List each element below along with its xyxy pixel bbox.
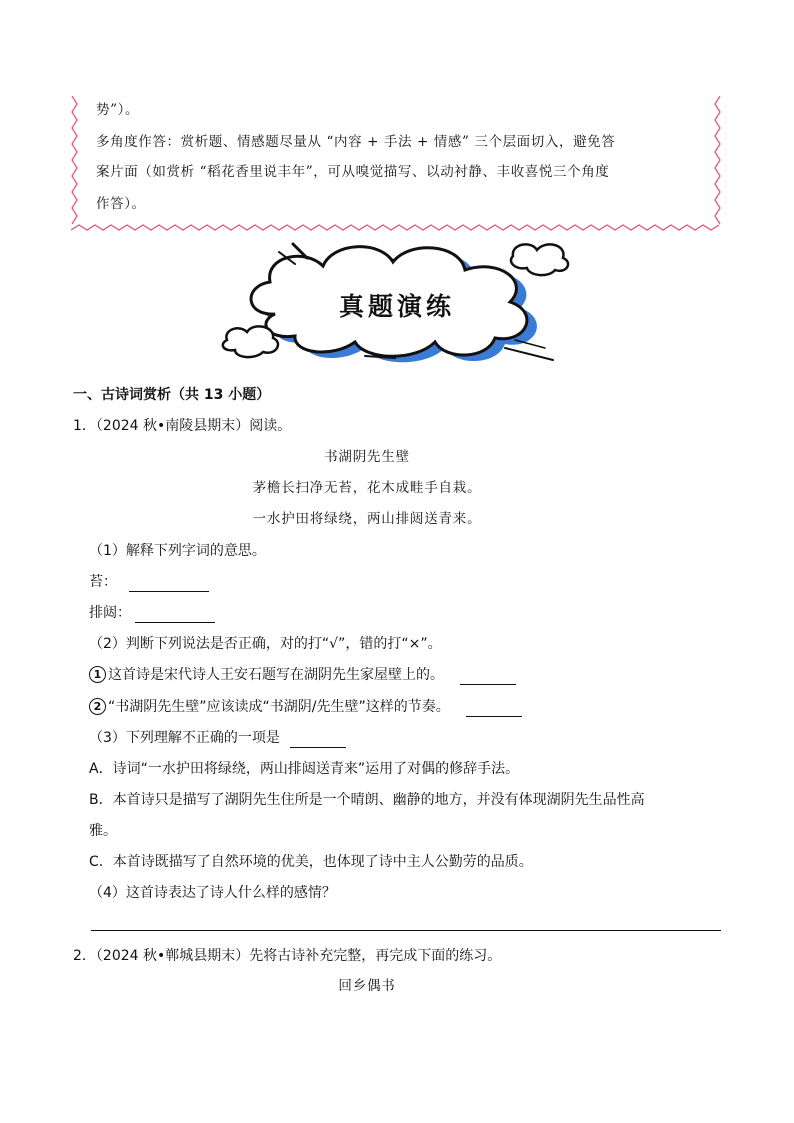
q1-sub-3: （3）下列理解不正确的一项是	[89, 730, 280, 746]
q1-word-2-row	[89, 603, 215, 623]
q1-judge-2-blank[interactable]	[466, 700, 522, 717]
q1-answer-line[interactable]	[91, 930, 721, 931]
q1-poem-line-2: 一水护田将绿绕，两山排闼送青来。	[252, 511, 482, 527]
q1-sub-2: （2）判断下列说法是否正确，对的打“√”，错的打“×”。	[89, 636, 442, 652]
q1-word-1-row	[89, 572, 209, 592]
tip-line-2: 多角度作答：赏析题、情感题尽量从 “内容 + 手法 + 情感” 三个层面切入，避免答	[96, 134, 616, 150]
banner-title: 真题演练	[338, 292, 455, 321]
tip-line-1: 势”）。	[96, 102, 140, 118]
tip-line-3: 案片面（如赏析 “稻花香里说丰年”，可从嗅觉描写、以动衬静、丰收喜悦三个角度	[96, 164, 610, 180]
q1-word-1-blank[interactable]	[129, 575, 209, 592]
circled-number-2: 2	[89, 698, 106, 715]
q1-word-2-blank[interactable]	[135, 606, 215, 623]
q1-judge-1-row	[89, 665, 516, 685]
q1-sub-3-row	[89, 728, 346, 748]
q1-judge-2: “书湖阴先生壁”应该读成“书湖阴/先生壁”这样的节奏。	[108, 699, 450, 715]
q1-word-1: 苔：	[89, 574, 117, 590]
q2-poem-title: 回乡偶书	[338, 978, 396, 994]
q1-sub-3-blank[interactable]	[290, 731, 346, 748]
tip-line-4: 作答）。	[96, 196, 146, 212]
q1-option-b-line-1: B．本首诗只是描写了湖阴先生住所是一个晴朗、幽静的地方，并没有体现湖阴先生品性高	[89, 792, 645, 808]
q1-poem-title: 书湖阴先生壁	[324, 449, 410, 465]
q1-judge-2-row	[89, 697, 522, 717]
q1-option-c: C．本首诗既描写了自然环境的优美，也体现了诗中主人公勤劳的品质。	[89, 854, 533, 870]
q1-option-a: A．诗词“一水护田将绿绕，两山排闼送青来”运用了对偶的修辞手法。	[89, 761, 520, 777]
q1-header: 1．（2024 秋•南陵县期末）阅读。	[73, 418, 292, 434]
circled-number-1: 1	[89, 666, 106, 683]
q1-judge-1-blank[interactable]	[460, 668, 516, 685]
q2-header: 2．（2024 秋•郸城县期末）先将古诗补充完整，再完成下面的练习。	[73, 948, 502, 964]
q1-sub-4: （4）这首诗表达了诗人什么样的感情？	[89, 885, 336, 901]
q1-option-b-line-2: 雅。	[89, 823, 117, 839]
q1-word-2: 排闼：	[89, 605, 131, 621]
q1-judge-1: 这首诗是宋代诗人王安石题写在湖阴先生家屋壁上的。	[108, 667, 444, 683]
section-heading: 一、古诗词赏析（共 13 小题）	[73, 387, 271, 403]
q1-sub-1: （1）解释下列字词的意思。	[89, 543, 266, 559]
q1-poem-line-1: 茅檐长扫净无苔，花木成畦手自栽。	[252, 480, 482, 496]
